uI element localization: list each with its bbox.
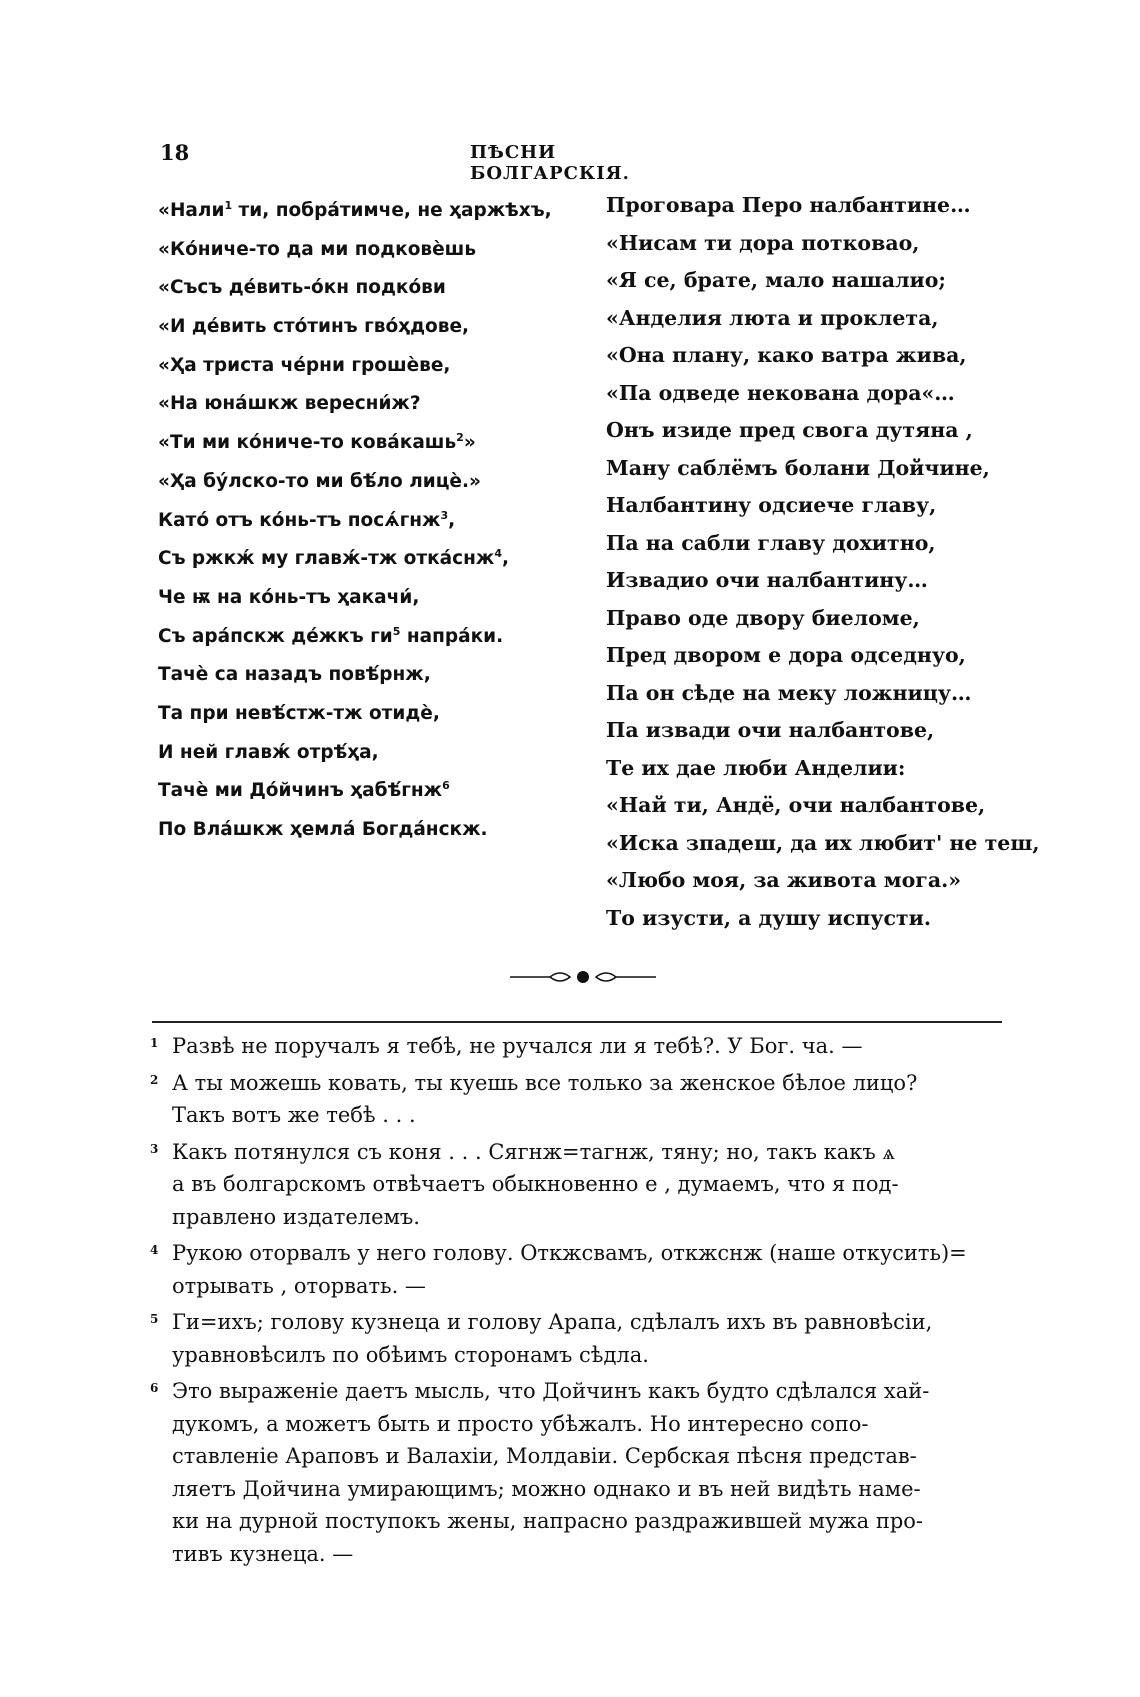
verse-line: Че ѭ на ко́нь-тъ ҳакачи́, <box>158 586 420 608</box>
verse-line: Па он сѣде на меку ложницу… <box>606 680 972 705</box>
footnote <box>150 1306 1020 1371</box>
footnote-rule <box>152 1021 1002 1023</box>
ornament-divider <box>508 965 658 989</box>
verse-line: «Я се, брате, мало нашалио; <box>606 268 946 292</box>
verse-line: «На юна́шкж вересни́ж? <box>158 393 421 415</box>
verse-line: «Иска зпадеш, да их любит' не теш, <box>606 830 1040 855</box>
footnote-marker: 3 <box>440 508 449 522</box>
footnote-text: Развѣ не поручалъ я тебѣ, не ручался ли я тебѣ?. У Бог. ча. — <box>172 1034 863 1058</box>
verse-line: Онъ изиде пред свога дутяна , <box>606 418 973 442</box>
verse-line: «Нисам ти дора потковао, <box>606 230 920 255</box>
verse-line: То изусти, а душу испусти. <box>606 905 931 930</box>
footnote-text: Рукою оторвалъ у него голову. Откжсвамъ, откжснж (наше откусить)= отрывать , оторвать. — <box>172 1241 967 1298</box>
verse-line: Като́ отъ ко́нь-тъ посѧ́гнж$^3$, <box>158 508 456 531</box>
footnote <box>150 1375 1020 1570</box>
verse-line: «Анделия люта и проклета, <box>606 305 939 330</box>
verse-line: Та при невѣ́стж-тж отидѐ, <box>158 702 440 724</box>
footnote-number: 6 <box>150 1381 159 1395</box>
verse-line: «Ҳа триста че́рни грошѐве, <box>158 354 451 376</box>
footnote-text: Это выраженіе даетъ мысль, что Дойчинъ какъ будто сдѣлался хай- дукомъ, а можетъ быть и просто убѣжалъ. Но интересно сопо- ставленіе Араповъ и Валахіи, Молдавіи. Сербская пѣсня представ- ляетъ Дойчина умирающимъ; можно однако и въ ней видѣть наме- ки на дурной поступокъ жены, напрасно раздражившей мужа про- тивъ кузнеца. — <box>172 1379 930 1566</box>
footnote-marker: 4 <box>494 547 502 561</box>
verse-line: Ману саблёмъ болани Дойчине, <box>606 455 990 480</box>
verse-line: «И де́вить сто́тинъ гво́ҳдове, <box>158 316 470 338</box>
verse-line: По Вла́шкж ҳемла́ Богда́нскж. <box>158 819 488 840</box>
verse-line: Па на сабли главу дохитно, <box>606 530 936 555</box>
verse-line: «Она плану, како ватра жива, <box>606 343 967 367</box>
verse-line: «Ко́ниче-то да ми подковѐшь <box>158 238 477 260</box>
footnote <box>150 1136 1020 1234</box>
page-header <box>160 140 720 184</box>
footnote-number: 2 <box>150 1072 159 1087</box>
footnote-text: Ги=ихъ; голову кузнеца и голову Арапа, сдѣлалъ ихъ въ равновѣсіи, уравновѣсилъ по обѣимъ сторонамъ сѣдла. <box>172 1310 933 1367</box>
verse-line: «Любо моя, за живота мога.» <box>606 868 962 892</box>
running-title: ПѢСНИ БОЛГАРСКІЯ. <box>470 142 630 184</box>
verse-line: «Нали$^1$ ти, побра́тимче, не ҳаржѣхъ, <box>158 198 552 221</box>
verse-line: «Ти ми ко́ниче-то кова́кашь$^2$» <box>158 430 476 454</box>
verse-line: Те их дае люби Анделии: <box>606 755 906 780</box>
footnote-marker: 1 <box>224 198 233 212</box>
verse-line: Па извади очи налбантове, <box>606 718 935 742</box>
verse-line: Тачѐ ми До́йчинъ ҳабѣ́гнж$^6$ <box>158 779 450 802</box>
bulgarian-song-column <box>158 192 598 850</box>
footnotes <box>150 1030 1020 1574</box>
verse-line: «Най ти, Андё, очи налбантове, <box>606 793 986 817</box>
footnote-marker: 2 <box>456 430 464 444</box>
footnote-number: 3 <box>150 1141 159 1156</box>
footnote-number: 1 <box>150 1036 159 1050</box>
verse-line: «Ҳа бу́лско-то ми бѣ́ло лицѐ.» <box>158 470 481 492</box>
footnote-text: А ты можешь ковать, ты куешь все только за женское бѣлое лицо? Такъ вотъ же тебѣ . . . <box>172 1070 918 1127</box>
verse-line: Проговара Перо налбантине… <box>606 193 971 217</box>
verse-line: Тачѐ са назадъ повѣ́рнж, <box>158 664 431 686</box>
footnote-number: 5 <box>150 1312 159 1326</box>
verse-line: «Па одведе некована дора«… <box>606 380 955 405</box>
serbian-song-column <box>606 187 1040 937</box>
verse-line: Извадио очи налбантину… <box>606 568 928 592</box>
verse-line: Съ ара́пскж де́жкъ $ги^5$ напра́ки. <box>158 624 504 647</box>
footnote-text: Какъ потянулся съ коня . . . Сягнж=тагнж, тяну; но, такъ какъ ѧ а въ болгарскомъ отвѣчаетъ обыкновенно е , думаемъ, что я под- правлено издателемъ. <box>172 1139 899 1229</box>
verse-line: И ней главж́ отрѣ́ҳа, <box>158 741 379 763</box>
footnote <box>150 1237 1020 1302</box>
verse-line: Съ ржкж́ му главж́-тж отка́снж$^4$, <box>158 547 509 570</box>
verse-line: Налбантину одсиече главу, <box>606 493 937 517</box>
footnote-marker: 5 <box>392 624 401 638</box>
footnote <box>150 1030 1020 1063</box>
footnote-marker: 6 <box>442 779 450 793</box>
footnote-number: 4 <box>150 1243 159 1257</box>
verse-line: Пред двором е дора одседнуо, <box>606 643 966 667</box>
footnote <box>150 1067 1020 1132</box>
verse-line: «Съсъ де́вить-о́кн подко́ви <box>158 277 446 299</box>
page-number: 18 <box>160 140 190 165</box>
verse-line: Право оде двору биеломе, <box>606 605 920 630</box>
